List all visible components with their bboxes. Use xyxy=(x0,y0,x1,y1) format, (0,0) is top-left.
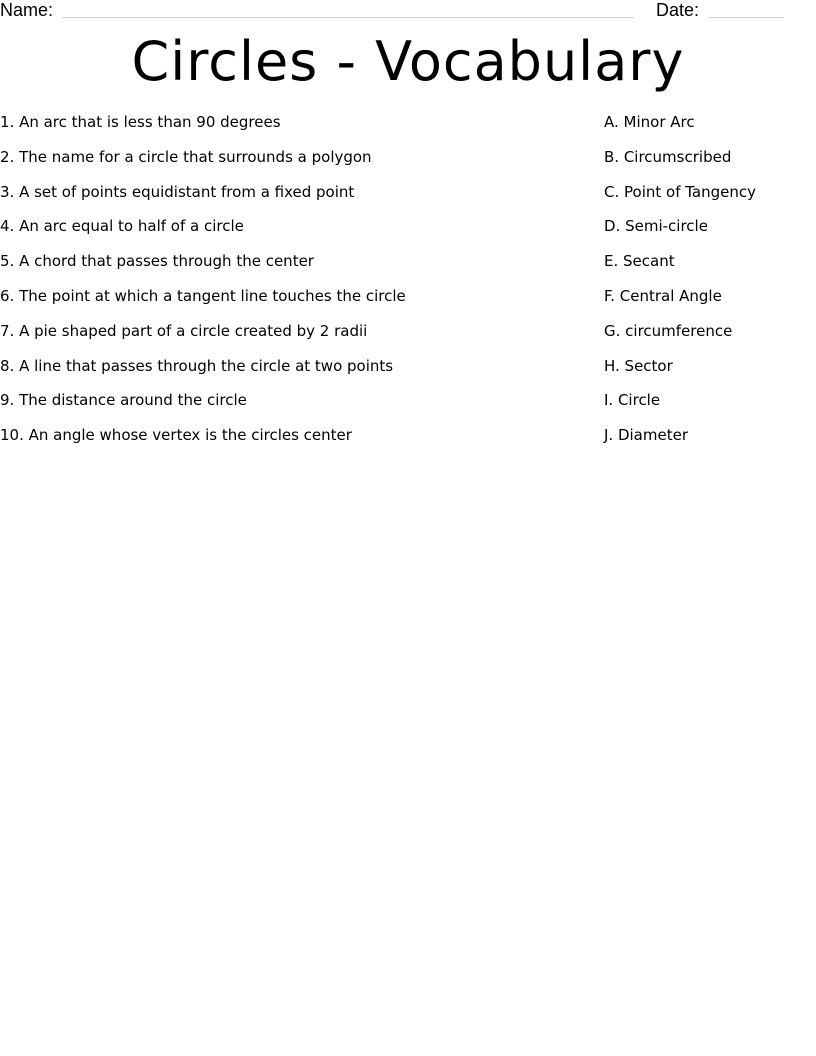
page-title: Circles - Vocabulary xyxy=(131,30,685,93)
term-item: A. Minor Arc xyxy=(604,113,695,131)
date-blank-line xyxy=(708,17,784,18)
clue-item: 5. A chord that passes through the center xyxy=(0,252,314,271)
term-item: E. Secant xyxy=(604,252,675,271)
clue-item: 4. An arc equal to half of a circle xyxy=(0,217,244,236)
clue-item: 1. An arc that is less than 90 degrees xyxy=(0,113,281,131)
name-label: Name: xyxy=(0,0,54,20)
term-list xyxy=(604,112,814,460)
date-label: Date: xyxy=(656,0,700,20)
clue-item: 9. The distance around the circle xyxy=(0,391,247,410)
clue-item: 2. The name for a circle that surrounds a polygon xyxy=(0,147,372,166)
clue-item: 3. A set of points equidistant from a fixed point xyxy=(0,182,355,201)
term-item: C. Point of Tangency xyxy=(604,182,757,201)
clue-item: 10. An angle whose vertex is the circles center xyxy=(0,426,352,445)
term-item: B. Circumscribed xyxy=(604,147,732,166)
clue-item: 6. The point at which a tangent line touches the circle xyxy=(0,286,406,305)
term-item: D. Semi-circle xyxy=(604,217,708,236)
clue-list xyxy=(0,112,560,460)
term-item: G. circumference xyxy=(604,321,733,340)
clue-item: 8. A line that passes through the circle at two points xyxy=(0,356,394,375)
term-item: I. Circle xyxy=(604,391,661,410)
header xyxy=(0,0,816,22)
term-item: H. Sector xyxy=(604,356,673,375)
name-blank-line xyxy=(62,17,634,18)
clue-item: 7. A pie shaped part of a circle created by 2 radii xyxy=(0,321,368,340)
term-item: F. Central Angle xyxy=(604,286,722,305)
term-item: J. Diameter xyxy=(604,426,688,445)
